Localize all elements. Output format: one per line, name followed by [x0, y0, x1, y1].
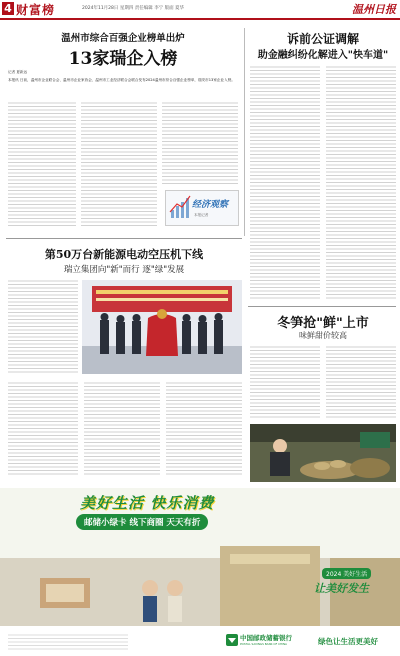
story2-headline-top: 诉前公证调解 [286, 32, 359, 46]
story2-body-col1 [250, 64, 320, 300]
story3-headline-sub: 瑞立集团向"新"而行 逐"绿"发展 [63, 265, 185, 275]
economy-watch-caption: 本报记者 [194, 213, 209, 217]
section-title: 财富榜 [16, 3, 56, 17]
ad-slogan-main: 美好生活 快乐消费 [80, 494, 215, 512]
ad-footer-slogan: 绿色让生活更美好 [318, 637, 378, 646]
story3-body-col-left [8, 278, 78, 374]
column-divider [244, 28, 245, 236]
market-photo [250, 424, 396, 482]
economy-watch-title: 经济观察 [192, 200, 229, 210]
story1-body-col2 [81, 100, 157, 226]
market-photo-art [250, 424, 396, 482]
story4-headline-sub: 味鲜甜价较高 [299, 331, 347, 340]
section-divider [6, 238, 242, 239]
page-header [0, 0, 400, 20]
ceremony-photo [82, 280, 242, 374]
ad-fineprint [8, 632, 128, 650]
story4-divider [248, 306, 396, 307]
story4-body-col2 [326, 344, 396, 420]
ad-badge: 2024 美好生活 [322, 568, 371, 579]
page-number: 4 [2, 2, 14, 15]
ad-tagline: 让美好发生 [314, 582, 369, 595]
date-line: 2024年11月28日 星期四 责任编辑 李宁 版面 夏华 [82, 6, 185, 11]
story1-headline-main: 13家瑞企入榜 [68, 49, 178, 69]
story2-headline-main: 助金融纠纷化解进入"快车道" [257, 50, 389, 61]
story2-body-col2 [326, 64, 396, 300]
story1-headline-top: 温州市综合百强企业榜单出炉 [61, 33, 185, 44]
story1-lede: 本报讯 日前，温州市企业联合会、温州市企业家协会、温州市工业经济联合会联合发布2024温州市综合百强企业榜单，瑞安市13家企业入榜。 [8, 78, 235, 82]
ceremony-photo-art [82, 280, 242, 374]
bank-logo-icon [226, 634, 238, 646]
story4-headline-main: 冬笋抢"鲜"上市 [277, 316, 369, 331]
story1-body-col3 [162, 100, 238, 184]
advertisement [0, 488, 400, 656]
economy-watch-badge [165, 190, 239, 226]
story3-body-row-col2 [84, 380, 160, 476]
story1-byline: 记者 夏新远 [8, 70, 28, 74]
trend-icon [169, 194, 191, 220]
story4-body-col1 [250, 344, 320, 420]
story1-body-col1 [8, 100, 76, 226]
story3-body-row-col3 [166, 380, 242, 476]
newspaper-brand: 温州日报 [352, 3, 396, 16]
story3-body-row-col1 [8, 380, 78, 476]
story3-headline-main: 第50万台新能源电动空压机下线 [44, 248, 204, 261]
ad-slogan-sub: 邮储小绿卡 线下商圈 天天有折 [76, 514, 208, 530]
bank-name-en: POSTAL SAVINGS BANK OF CHINA [240, 642, 287, 646]
bank-name: 中国邮政储蓄银行 [240, 634, 292, 642]
